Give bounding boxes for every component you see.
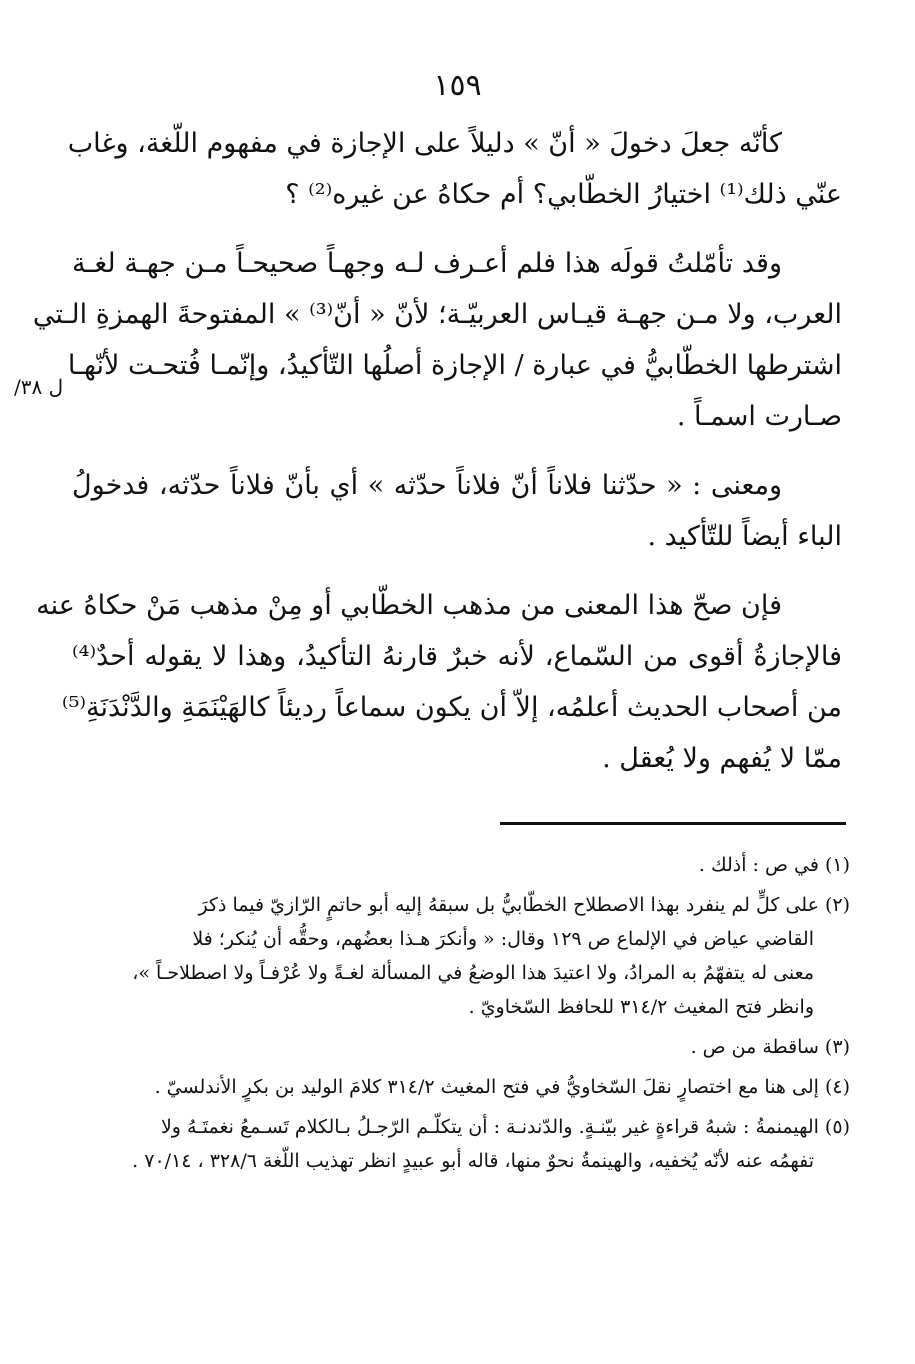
footnote-line: معنى له يتفهّمُ به المرادُ، ولا اعتيدَ هذا الوضعُ في المسألة لغـةً ولا عُرْفـاً ولا اصطلاحـاً »، (132, 962, 814, 984)
text-line: العرب، ولا مـن جهـة قيـاس العربيّـة؛ لأنّ « أنّ⁽³⁾ » المفتوحةَ الهمزةِ الـتي (32, 299, 842, 330)
footnote-line: (٣) ساقطة من ص . (690, 1036, 850, 1058)
text-line: الباء أيضاً للتّأكيد . (647, 521, 842, 552)
text-line: ومعنى : « حدّثنا فلاناً أنّ فلاناً حدّثه » أي بأنّ فلاناً حدّثه، فدخولُ (72, 470, 782, 501)
text-line: صـارت اسمـاً . (676, 401, 842, 432)
text-line: فالإجازةُ أقوى من السّماع، لأنه خبرٌ قارنهُ التأكيدُ، وهذا لا يقوله أحدٌ⁽⁴⁾ (72, 641, 842, 672)
footnote-3 (80, 1030, 850, 1064)
footnote-1 (80, 848, 850, 882)
text-line: كأنّه جعلَ دخولَ « أنّ » دليلاً على الإجازة في مفهوم اللّغة، وغاب (67, 128, 782, 159)
paragraph-1 (67, 118, 842, 220)
footnote-5 (80, 1110, 850, 1178)
text-line: فإن صحّ هذا المعنى من مذهب الخطّابي أو مِنْ مذهب مَنْ حكاهُ عنه (36, 590, 782, 621)
text-line: عنّي ذلك⁽¹⁾ اختيارُ الخطّابي؟ أم حكاهُ عن غيره⁽²⁾ ؟ (285, 179, 842, 210)
footnote-line: (١) في ص : أذلك . (698, 854, 850, 876)
footnote-separator (500, 822, 846, 825)
text-line: وقد تأمّلتُ قولَه هذا فلم أعـرف لـه وجهـاً صحيحـاً مـن جهـة لغـة (72, 248, 782, 279)
text-line: من أصحاب الحديث أعلمُه، إلاّ أن يكون سماعاً رديئاً كالهَيْنَمَةِ والدَّنْدَنَةِ⁽⁵⁾ (61, 692, 842, 723)
footnote-4 (80, 1070, 850, 1104)
manuscript-folio-note: ل ٣٨/ (14, 375, 64, 399)
footnote-line: القاضي عياض في الإلماع ص ١٢٩ وقال: « وأنكرَ هـذا بعضُهم، وحقُّه أن يُنكر؛ فلا (192, 928, 814, 950)
footnote-line: وانظر فتح المغيث ٣١٤/٢ للحافظ السّخاويّ . (468, 996, 814, 1018)
footnote-line: (٥) الهيمنمةُ : شبهُ قراءةٍ غير بيّنـةٍ. والدّندنـة : أن يتكلّـم الرّجـلُ بـالكلام تَسـمعُ نغمتَـهُ ولا (160, 1116, 850, 1138)
page-number: ١٥٩ (433, 68, 482, 103)
footnote-line: (٤) إلى هنا مع اختصارٍ نقلَ السّخاويُّ في فتح المغيث ٣١٤/٢ كلامَ الوليد بن بكرٍ الأندلسيّ . (154, 1076, 850, 1098)
text-line: ممّا لا يُفهم ولا يُعقل . (602, 743, 842, 774)
paragraph-4 (36, 580, 842, 784)
text-line: اشترطها الخطّابيُّ في عبارة / الإجازة أصلُها التّأكيدُ، وإنّمـا فُتحـت لأنّهـا (67, 350, 842, 381)
paragraph-3 (72, 460, 842, 562)
footnotes (80, 848, 850, 1184)
footnote-2 (80, 888, 850, 1024)
footnote-line: تفهمُه عنه لأنّه يُخفيه، والهينمةُ نحوٌ منها، قاله أبو عبيدٍ انظر تهذيب اللّغة ٣٢٨/٦ ، ٧٠/١٤ . (132, 1150, 814, 1172)
footnote-line: (٢) على كلٍّ لم ينفرد بهذا الاصطلاح الخطّابيُّ بل سبقهُ إليه أبو حاتمٍ الرّازيّ فيما ذكرَ (198, 894, 850, 916)
